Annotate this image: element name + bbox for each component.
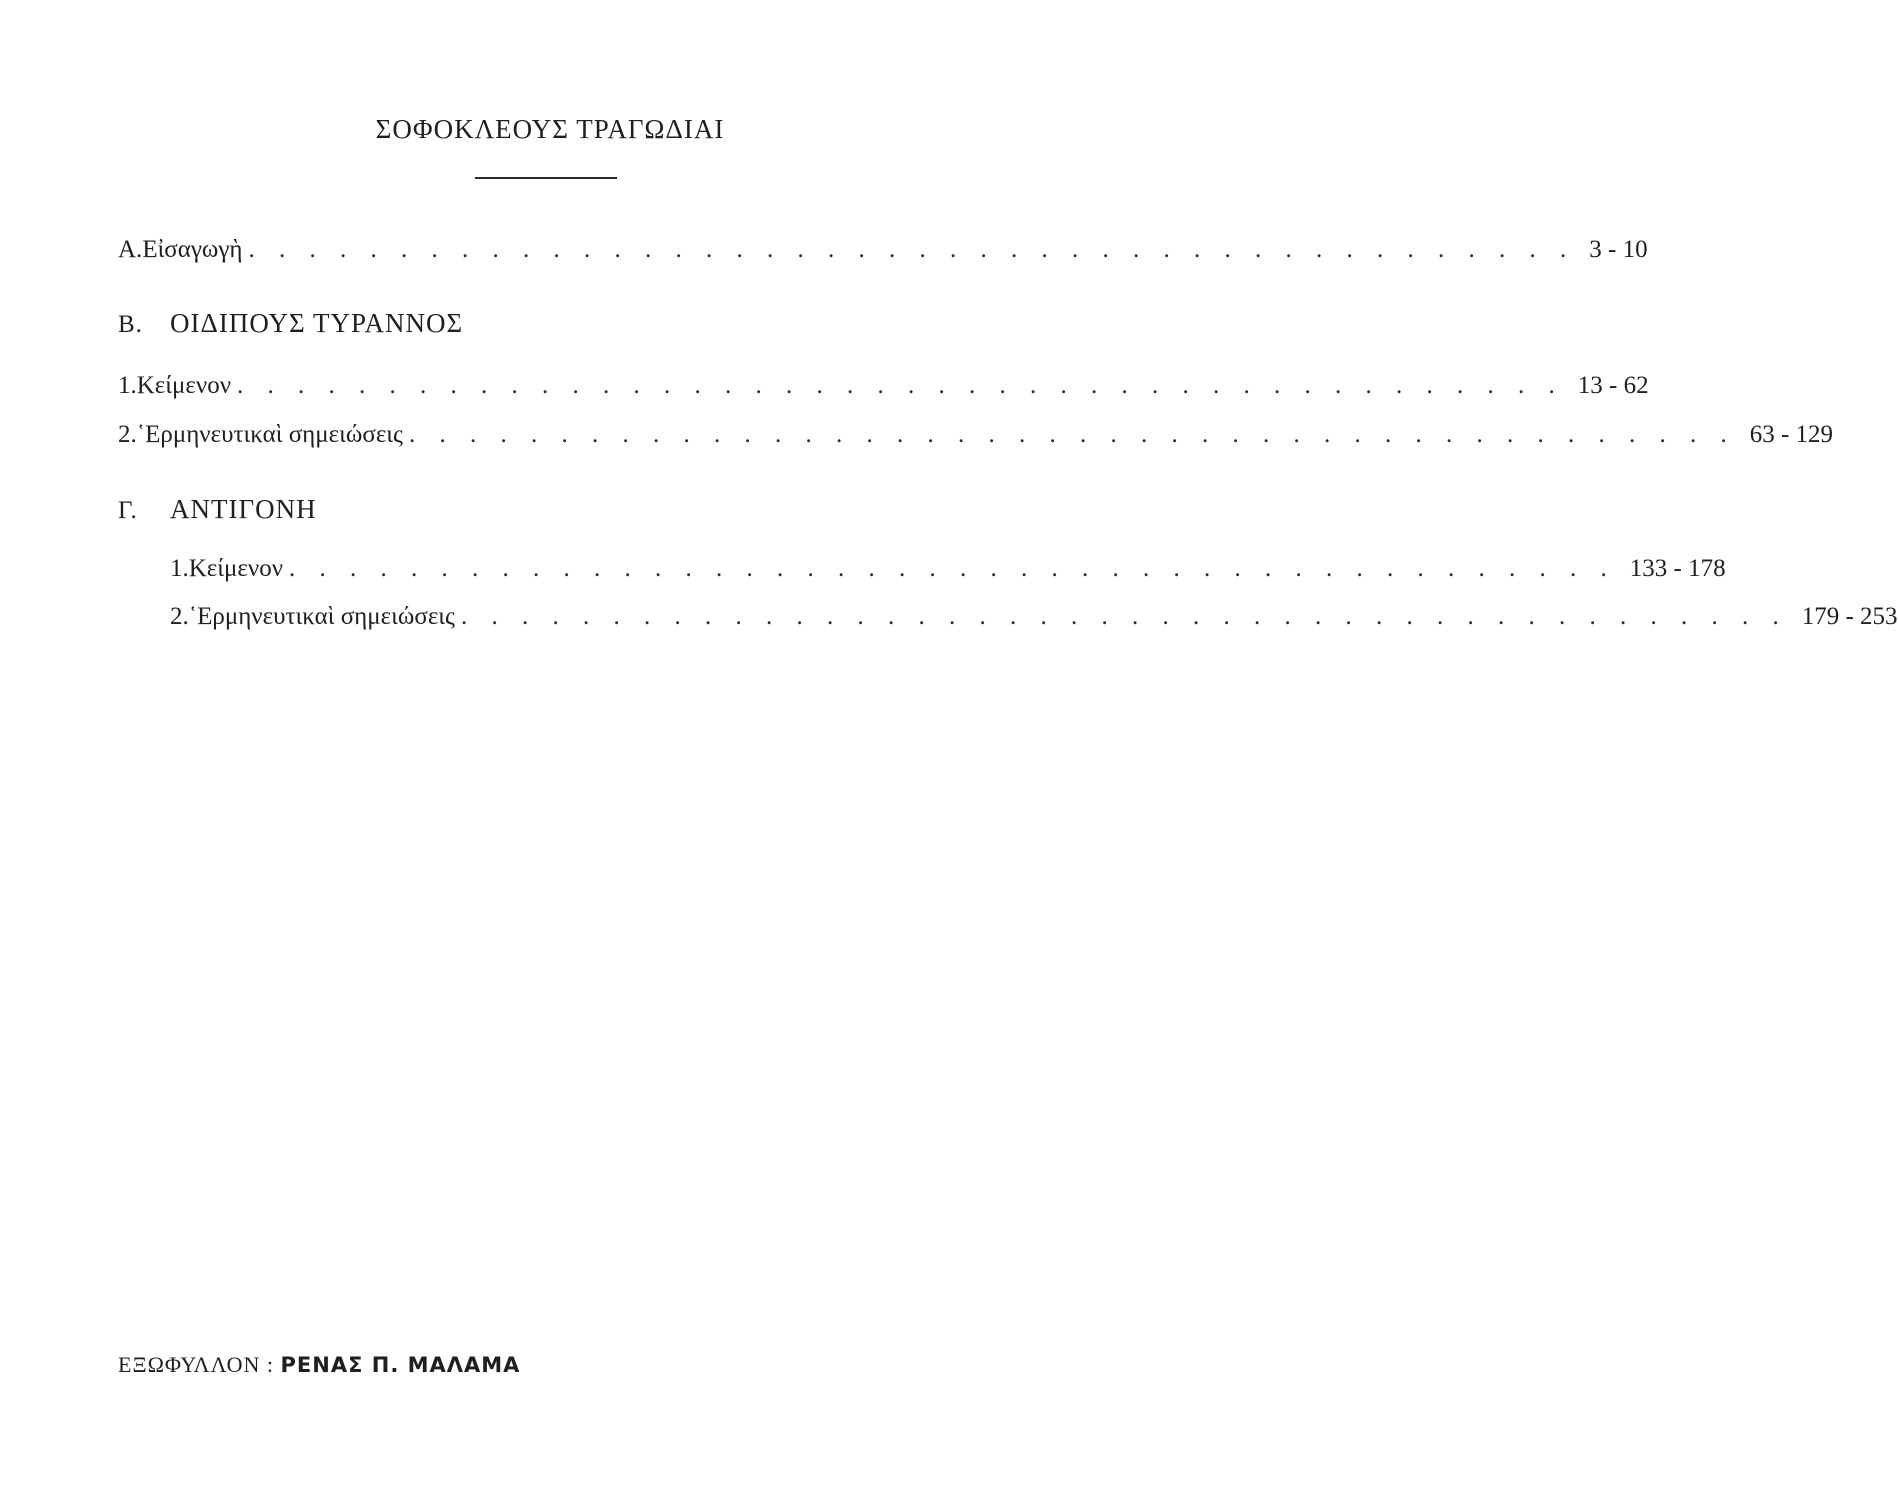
entry-pages: 13 - 62 xyxy=(1577,372,1649,399)
entry-label: Εἰσαγωγὴ xyxy=(142,236,243,263)
dot-leader: . . . . . . . . . . . . . . . . . . . . . . . . . . . . . . . . . . . . . . . . . . . . xyxy=(408,421,1736,448)
entry-number: 2. xyxy=(118,421,137,448)
section-title: ΑΝΤΙΓΟΝΗ xyxy=(170,494,317,524)
title-rule xyxy=(475,177,617,179)
entry-number: 1. xyxy=(118,372,137,399)
entry-number: 1. xyxy=(170,555,189,582)
section-number: Β. xyxy=(118,311,143,338)
entry-number: Α. xyxy=(118,236,143,263)
cover-credit xyxy=(118,1352,520,1378)
entry-label: ῾Ερμηνευτικαὶ σημειώσεις xyxy=(136,421,403,448)
toc-entry-oedipus-text xyxy=(118,372,1649,412)
entry-pages: 63 - 129 xyxy=(1749,421,1834,448)
dot-leader: . . . . . . . . . . . . . . . . . . . . . . . . . . . . . . . . . . . . . . . . . . . . xyxy=(460,603,1788,630)
dot-leader: . . . . . . . . . . . . . . . . . . . . . . . . . . . . . . . . . . . . . . . . . . . . xyxy=(248,236,1576,263)
section-heading-oedipus xyxy=(118,308,463,339)
cover-credit-label: ΕΞΩΦΥΛΛΟΝ : xyxy=(118,1352,275,1377)
entry-pages: 179 - 253 xyxy=(1801,603,1898,630)
toc-entry-antigone-text xyxy=(170,555,1726,595)
toc-entry-antigone-notes xyxy=(170,603,1898,643)
section-heading-antigone xyxy=(118,494,317,525)
entry-label: Κείμενον xyxy=(136,372,232,399)
entry-number: 2. xyxy=(170,603,189,630)
entry-pages: 3 - 10 xyxy=(1589,236,1648,263)
entry-pages: 133 - 178 xyxy=(1629,555,1726,582)
cover-credit-name: ΡΕΝΑΣ Π. ΜΑΛΑΜΑ xyxy=(280,1353,521,1377)
section-number: Γ. xyxy=(118,497,138,524)
section-title: ΟΙΔΙΠΟΥΣ ΤΥΡΑΝΝΟΣ xyxy=(170,308,464,338)
dot-leader: . . . . . . . . . . . . . . . . . . . . . . . . . . . . . . . . . . . . . . . . . . . . xyxy=(237,372,1564,399)
entry-label: Κείμενον xyxy=(188,555,284,582)
toc-entry-introduction xyxy=(118,236,1648,276)
toc-entry-oedipus-notes xyxy=(118,421,1834,461)
entry-label: ῾Ερμηνευτικαὶ σημειώσεις xyxy=(188,603,455,630)
book-title: ΣΟΦΟΚΛΕΟΥΣ ΤΡΑΓΩΔΙΑΙ xyxy=(375,114,725,144)
dot-leader: . . . . . . . . . . . . . . . . . . . . . . . . . . . . . . . . . . . . . . . . . . . . xyxy=(289,555,1616,582)
